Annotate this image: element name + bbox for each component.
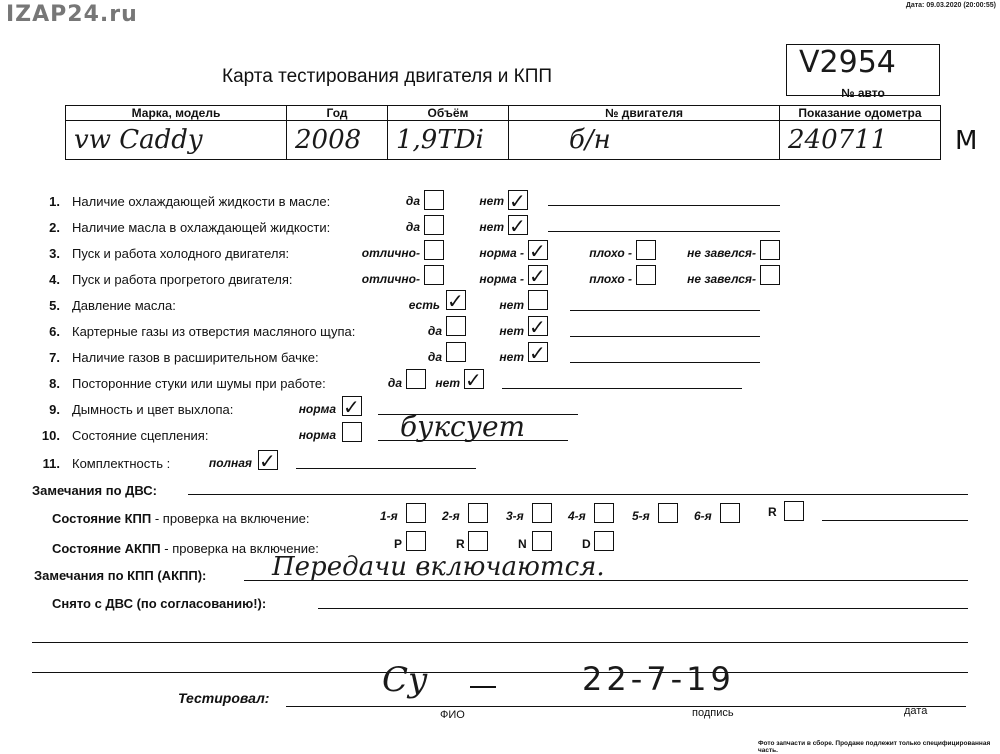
checkmark-icon: ✓ bbox=[259, 449, 276, 473]
q8-opt-yes: да bbox=[387, 376, 402, 390]
q5-opt-no: нет bbox=[499, 298, 524, 312]
q1-checkbox-no[interactable] bbox=[508, 189, 528, 213]
odometer-unit: М bbox=[955, 126, 978, 156]
kpp-line bbox=[822, 520, 968, 521]
q3-num: 3. bbox=[49, 246, 60, 261]
q11-num: 11. bbox=[42, 456, 60, 471]
signature-dash bbox=[470, 686, 496, 688]
q8-opt-no: нет bbox=[435, 376, 460, 390]
q8-line bbox=[502, 388, 742, 389]
q10-text: Состояние сцепления: bbox=[72, 428, 209, 443]
kpp-gear-3-checkbox[interactable] bbox=[532, 503, 552, 523]
checkmark-icon: ✓ bbox=[529, 315, 546, 339]
q3-checkbox-bad[interactable] bbox=[636, 240, 656, 260]
q2-num: 2. bbox=[49, 220, 60, 235]
q3-text: Пуск и работа холодного двигателя: bbox=[72, 246, 290, 261]
q11-line bbox=[296, 468, 476, 469]
q10-note: буксует bbox=[400, 410, 526, 443]
col-volume: Объём bbox=[388, 106, 509, 121]
kpp-gear-5-checkbox[interactable] bbox=[658, 503, 678, 523]
q5-text: Давление масла: bbox=[72, 298, 176, 313]
q10-opt-normal: норма bbox=[298, 428, 336, 442]
checkmark-icon: ✓ bbox=[529, 264, 546, 288]
checkmark-icon: ✓ bbox=[529, 341, 546, 365]
q7-opt-yes: да bbox=[427, 350, 442, 364]
q4-opt-nostart: не завелся- bbox=[687, 272, 756, 286]
q9-num: 9. bbox=[49, 402, 60, 417]
checkmark-icon: ✓ bbox=[447, 289, 464, 313]
checkmark-icon: ✓ bbox=[343, 395, 360, 419]
akpp-label: Состояние АКПП bbox=[52, 541, 161, 556]
q10-checkbox-normal[interactable] bbox=[342, 422, 362, 442]
page-title: Карта тестирования двигателя и КПП bbox=[222, 66, 553, 87]
q10-num: 10. bbox=[41, 428, 60, 443]
kpp-gear-6-checkbox[interactable] bbox=[720, 503, 740, 523]
remarks-dvs-line bbox=[188, 494, 968, 495]
q6-line bbox=[570, 336, 760, 337]
q1-opt-no: нет bbox=[479, 194, 504, 208]
kpp-gear-r-label: R bbox=[768, 505, 777, 519]
q9-text: Дымность и цвет выхлопа: bbox=[72, 402, 234, 417]
value-year: 2008 bbox=[287, 121, 388, 160]
q4-opt-bad: плохо - bbox=[589, 272, 632, 286]
date-caption: дата bbox=[904, 705, 928, 717]
kpp-gear-4-label: 4-я bbox=[568, 509, 586, 523]
q2-text: Наличие масла в охлаждающей жидкости: bbox=[72, 220, 331, 235]
q4-opt-normal: норма - bbox=[479, 272, 524, 286]
auto-number-value: V2954 bbox=[799, 45, 896, 80]
q6-opt-yes: да bbox=[427, 324, 442, 338]
q6-checkbox-no[interactable] bbox=[528, 315, 548, 339]
q1-checkbox-yes[interactable] bbox=[424, 190, 444, 210]
remarks-dvs-label: Замечания по ДВС: bbox=[32, 483, 157, 498]
col-make-model: Марка, модель bbox=[66, 106, 287, 121]
q4-checkbox-normal[interactable] bbox=[528, 264, 548, 288]
q7-text: Наличие газов в расширительном бачке: bbox=[72, 350, 319, 365]
akpp-d-checkbox[interactable] bbox=[594, 531, 614, 551]
q4-checkbox-nostart[interactable] bbox=[760, 265, 780, 285]
header-table bbox=[65, 105, 941, 160]
q5-num: 5. bbox=[49, 298, 60, 313]
q5-opt-yes: есть bbox=[408, 298, 440, 312]
date-value: 22-7-19 bbox=[582, 660, 735, 698]
q5-checkbox-yes[interactable] bbox=[446, 289, 466, 313]
kpp-gear-2-label: 2-я bbox=[442, 509, 460, 523]
kpp-label: Состояние КПП bbox=[52, 511, 152, 526]
blank-line-2 bbox=[32, 672, 968, 673]
checkmark-icon: ✓ bbox=[465, 368, 482, 392]
q1-opt-yes: да bbox=[405, 194, 420, 208]
q2-opt-yes: да bbox=[405, 220, 420, 234]
akpp-r-label: R bbox=[456, 537, 465, 551]
removed-label: Снято с ДВС (по согласованию!): bbox=[52, 596, 267, 611]
removed-line bbox=[318, 608, 968, 609]
q9-checkbox-normal[interactable] bbox=[342, 395, 362, 419]
q3-checkbox-normal[interactable] bbox=[528, 239, 548, 263]
kpp-gear-2-checkbox[interactable] bbox=[468, 503, 488, 523]
q6-num: 6. bbox=[49, 324, 60, 339]
q6-text: Картерные газы из отверстия масляного щупа: bbox=[72, 324, 356, 339]
watermark: IZAP24.ru bbox=[6, 2, 138, 27]
footnote: Фото запчасти в сборе. Продаже подлежит только специфицированная часть. bbox=[758, 740, 991, 754]
q4-checkbox-bad[interactable] bbox=[636, 265, 656, 285]
q7-checkbox-no[interactable] bbox=[528, 341, 548, 365]
q8-checkbox-yes[interactable] bbox=[406, 369, 426, 389]
q10-line bbox=[378, 440, 568, 441]
kpp-gear-1-label: 1-я bbox=[380, 509, 398, 523]
q2-checkbox-yes[interactable] bbox=[424, 215, 444, 235]
q7-num: 7. bbox=[49, 350, 60, 365]
akpp-p-checkbox[interactable] bbox=[406, 531, 426, 551]
checkmark-icon: ✓ bbox=[509, 189, 526, 213]
q2-checkbox-no[interactable] bbox=[508, 214, 528, 238]
q7-opt-no: нет bbox=[499, 350, 524, 364]
kpp-gear-1-checkbox[interactable] bbox=[406, 503, 426, 523]
q4-text: Пуск и работа прогретого двигателя: bbox=[72, 272, 293, 287]
fio-caption: ФИО bbox=[440, 709, 465, 721]
q1-num: 1. bbox=[49, 194, 60, 209]
q3-opt-excellent: отлично- bbox=[361, 246, 420, 260]
remarks-kpp-value: Передачи включаются. bbox=[272, 552, 605, 582]
akpp-p-label: P bbox=[394, 537, 403, 551]
q2-line bbox=[548, 231, 780, 232]
akpp-suffix: - проверка на включение: bbox=[160, 541, 319, 556]
kpp-gear-3-label: 3-я bbox=[506, 509, 524, 523]
q5-checkbox-no[interactable] bbox=[528, 290, 548, 310]
q8-checkbox-no[interactable] bbox=[464, 368, 484, 392]
q8-num: 8. bbox=[49, 376, 60, 391]
tested-line bbox=[286, 706, 966, 707]
q3-checkbox-nostart[interactable] bbox=[760, 240, 780, 260]
akpp-n-label: N bbox=[518, 537, 527, 551]
col-odometer: Показание одометра bbox=[780, 106, 941, 121]
q11-opt-full: полная bbox=[208, 456, 252, 470]
q7-checkbox-yes[interactable] bbox=[446, 342, 466, 362]
kpp-gear-5-label: 5-я bbox=[632, 509, 650, 523]
auto-number-label: № авто bbox=[841, 86, 885, 100]
q3-opt-normal: норма - bbox=[479, 246, 524, 260]
q3-opt-nostart: не завелся- bbox=[687, 246, 756, 260]
kpp-suffix: - проверка на включение: bbox=[151, 511, 310, 526]
remarks-kpp-line bbox=[244, 580, 968, 581]
col-year: Год bbox=[287, 106, 388, 121]
q6-opt-no: нет bbox=[499, 324, 524, 338]
remarks-kpp-label: Замечания по КПП (АКПП): bbox=[34, 568, 207, 583]
checkmark-icon: ✓ bbox=[529, 239, 546, 263]
akpp-d-label: D bbox=[582, 537, 591, 551]
q5-line bbox=[570, 310, 760, 311]
akpp-n-checkbox[interactable] bbox=[532, 531, 552, 551]
value-engine-number: б/н bbox=[509, 121, 780, 160]
q1-line bbox=[548, 205, 780, 206]
q2-opt-no: нет bbox=[479, 220, 504, 234]
value-volume: 1,9TDi bbox=[388, 121, 509, 160]
akpp-r-checkbox[interactable] bbox=[468, 531, 488, 551]
kpp-row-label bbox=[52, 511, 309, 526]
checkmark-icon: ✓ bbox=[509, 214, 526, 238]
q11-text: Комплектность : bbox=[72, 456, 171, 471]
q4-num: 4. bbox=[49, 272, 60, 287]
q1-text: Наличие охлаждающей жидкости в масле: bbox=[72, 194, 331, 209]
q4-opt-excellent: отлично- bbox=[361, 272, 420, 286]
podpis-caption: подпись bbox=[692, 707, 734, 719]
q7-line bbox=[570, 362, 760, 363]
signature: Су bbox=[382, 660, 428, 700]
q6-checkbox-yes[interactable] bbox=[446, 316, 466, 336]
value-odometer: 240711 bbox=[780, 121, 941, 160]
q9-opt-normal: норма bbox=[298, 402, 336, 416]
q3-checkbox-excellent[interactable] bbox=[424, 240, 444, 260]
q8-text: Посторонние стуки или шумы при работе: bbox=[72, 376, 326, 391]
tested-label: Тестировал: bbox=[178, 690, 270, 706]
value-make-model: vw Caddy bbox=[66, 121, 287, 160]
q11-checkbox-full[interactable] bbox=[258, 449, 278, 473]
datestamp: Дата: 09.03.2020 (20:00:55) bbox=[905, 2, 996, 9]
blank-line-1 bbox=[32, 642, 968, 643]
col-engine-number: № двигателя bbox=[509, 106, 780, 121]
kpp-gear-4-checkbox[interactable] bbox=[594, 503, 614, 523]
q3-opt-bad: плохо - bbox=[589, 246, 632, 260]
kpp-gear-6-label: 6-я bbox=[694, 509, 712, 523]
q4-checkbox-excellent[interactable] bbox=[424, 265, 444, 285]
kpp-gear-r-checkbox[interactable] bbox=[784, 501, 804, 521]
